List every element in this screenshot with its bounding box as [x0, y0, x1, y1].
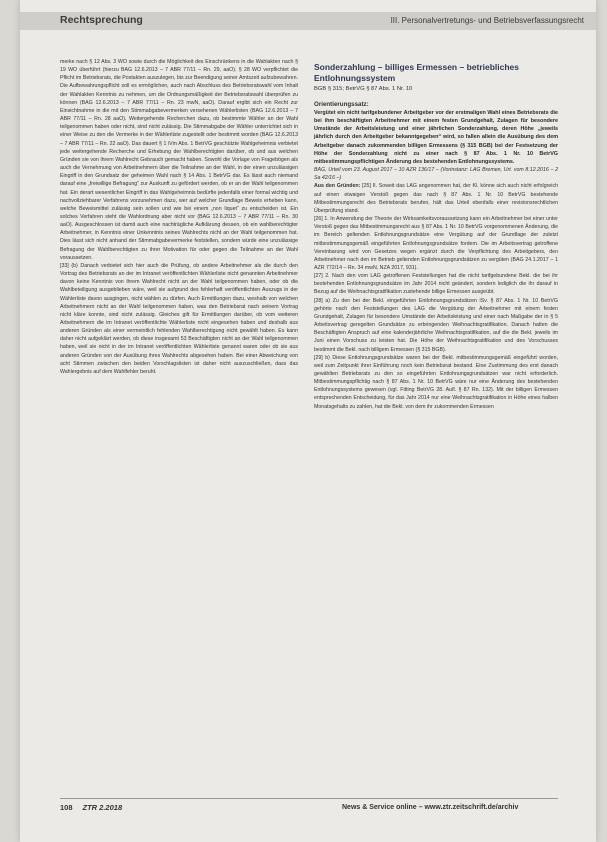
right-column	[314, 62, 558, 411]
footer-left	[60, 803, 122, 812]
body-paragraph: [28] a) Zu den bei der Bekl. eingeführten Entlohnungsgrundsätzen iSv. § 87 Abs. 1 Nr. 10 BetrVG gehörte nach den Feststellungen des LAG die Vergütung der Arbeitnehmer mit einem festen Grundgehalt, Zulagen für besondere Umstände der Arbeitsleistung und einer nach Maßgabe der in § 5 Arbeitsvertrag geregelten Grundsätze zu erbringenden Weihnachtsgratifikation. Danach hatten die Beschäftigten Anspruch auf eine kalenderjährliche Weihnachtsgratifikation, auf die die Bekl. jeweils im Juni einen Vorschuss zu leisten hat. Die Höhe der Weihnachtsgratifikation und des Vorschusses bestimmt die Bekl. nach billigem Ermessen (§ 315 BGB).	[314, 297, 558, 353]
left-column	[60, 58, 298, 376]
page-number: 108	[60, 803, 73, 812]
paragraph-text: [25] II. Soweit das LAG angenommen hat, der Kl. könne sich auch nicht erfolgreich auf einen etwaigen Verstoß gegen das nach § 87 Abs. 1 Nr. 10 BetrVG bestehende Mitbestimmungsrecht des Betriebsrats berufen, hält das Urteil ebenfalls einer revisionsrechtlichen Überprüfung stand.	[314, 183, 559, 214]
orientation-text: Vergütet ein nicht tarifgebundener Arbeitgeber vor der erstmaligen Wahl eines Betriebsrats die bei ihm beschäftigten Arbeitnehmer mit einem festen Grundgehalt, Zulagen für besondere Umstände der Arbeitsleistung und einer jährlichen Sonderzahlung, deren Höhe „jeweils jährlich durch den Arbeitgeber bekanntgegeben“ wird, so fallen allein die Ausübung des dem Arbeitgeber danach zukommenden billigen Ermessens (§ 315 BGB) bei der Festsetzung der Höhe der Sonderzahlung nicht zu einer nach § 87 Abs. 1 Nr. 10 BetrVG mitbestimmungspflichtigen Änderung des bestehenden Entlohnungssystems.	[314, 110, 558, 165]
body-paragraph: [33] (b) Danach verbietet sich hier auch die Prüfung, ob andere Arbeitnehmer als die durch den Vortrag des Betriebsrats an der im Intranet veröffentlichten Wählerliste nicht genannten Arbeitnehmer davon keine Kenntnis von ihrem Wahlrecht nicht an der Wahl teilgenommen haben, oder ob die Wahlbeteiligung ausgeblieben wäre, weil sie aufgrund des fehlerhaft veröffentlichten Auszugs in der Wählerliste davon ausgingen, nicht wählen zu dürfen. Auch Ermittlungen dazu, weshalb von welchen Arbeitnehmern nicht an der Wahl teilgenommen haben, was den Betriebsrat nach seinem Vortrag nicht kläre konnte, sind nicht zulässig. Gleiches gilt für Ermittlungen darüber, ob vom weiteren Arbeitnehmern die im Intranet veröffentlichte Wählerliste nicht eingesehen haben und deshalb aus anderen Gründen als einer vermeintlich fehlenden Wahlberechtigung nicht gewählt haben. Es kann daher nicht aufgeklärt werden, ob diese insgesamt 53 Beschäftigten nicht an der Wahl teilgenommen haben, weil sie nicht in der im Intranet veröffentlichten Wählerliste genannt waren oder ob sie aus anderen Gründen von der Ausübung ihres Wahlrechts abgesehen haben. Bei einer Abweichung von acht Stimmen zwischen den beiden Vorschlagslisten ist daher nicht auszuschließen, dass das Wahlergebnis auf dem Wahlfehler beruht.	[60, 262, 298, 375]
chapter-label: III. Personalvertretungs- und Betriebsverfassungsrecht	[390, 16, 584, 25]
paragraph-lead: Aus den Gründen:	[314, 183, 361, 190]
document-page	[20, 0, 596, 842]
legal-norms: BGB § 315; BetrVG § 87 Abs. 1 Nr. 10	[314, 86, 413, 92]
body-paragraph: [27] 2. Nach den vom LAG getroffenen Feststellungen hat die nicht tarifgebundene Bekl. die bei ihr bestehenden Entlohnungsgrundsätze im Jahr 2014 nicht geändert, sondern lediglich die ihr darauf in Bezug auf die Weihnachtsgratifikation zustehende billige Ermessen ausgeübt.	[314, 273, 558, 296]
body-paragraph: [29] b) Diese Entlohnungsgrundsätze waren bei der Bekl. mitbestimmungsgemäß eingeführt worden, weil zum Zeitpunkt ihrer Einführung noch kein Betriebsrat bestand. Eine Zustimmung des erst danach gewählten Betriebsrats zu den so eingeführten Entlohnungsgrundsätzen war nicht erforderlich. Mitbestimmungspflichtig nach § 87 Abs. 1 Nr. 10 BetrVG wäre nur eine Änderung des bestehenden Entlohnungssystems gewesen (vgl. Fitting BetrVG 28. Aufl. § 87 Rn. 132). Mit der billigen Ermessen entsprechenden Entscheidung, für das Jahr 2014 nur eine Weihnachtsgratifikation in Höhe eines halben Monatsgehalts zu zahlen, hat die Bekl. von dem ihr zukommenden Ermessen	[314, 354, 558, 410]
body-paragraph: [26] 1. In Anwendung der Theorie der Wirksamkeitsvoraussetzung kann ein Arbeitnehmer bei einer unter Verstoß gegen das Mitbestimmungsrecht aus § 87 Abs. 1 Nr. 10 BetrVG vorgenommenen Änderung, die im Bereich geltenden Entlohnungsgrundsätze eine Vergütung auf der Grundlage der zuletzt mitbestimmungsgemäß eingeführten Entlohnungsgrundsätze fordern. Die im Arbeitsvertrag getroffene Vereinbarung wird von Gesetzes wegen ergänzt durch die Verpflichtung des Arbeitgebers, den Arbeitnehmer nach den im Betrieb geltenden Entlohnungsgrundsätzen zu vergüten (BAG 24.1.2017 – 1 AZR 772/14 – Rn. 34 mwN, NZA 2017, 931).	[314, 216, 558, 271]
decision-title: Sonderzahlung – billiges Ermessen – betriebliches Entlohnungssystem	[314, 62, 520, 83]
body-paragraph	[314, 182, 558, 215]
footer-service-link: News & Service online – www.ztr.zeitschrift.de/archiv	[342, 804, 519, 811]
orientation-heading: Orientierungssatz:	[314, 101, 369, 108]
decision-citation: BAG, Urteil vom 23. August 2017 – 10 AZR 136/17 – (Vorinstanz: LAG Bremen, Urt. vom 8.12.2016 – 2 Sa 42/16 –)	[314, 167, 558, 182]
running-header	[20, 12, 596, 30]
footer-divider	[60, 798, 558, 799]
section-label: Rechtsprechung	[60, 14, 143, 26]
body-paragraph: merke nach § 12 Abs. 3 WO sowie durch die Möglichkeit des Einschränkens in die Wahlakten nach § 19 WO überführt (hierzu BAG 12.6.2013 – 7 ABR 77/11 – Rn. 29, aaO). § 28 WO verpflichtet die Pflicht im Betriebsrats, die Postakten auszulegen, bis zur Beendigung seiner Amtszeit aufzubewahren. Die Aufbewahrungspflicht soll es ermöglichen, auch nach Abschluss des Betriebsratswahl vom Inhalt der Wahlakten Kenntnis zu nehmen, um die Ordnungsmäßigkeit der Betriebsratswahl überprüfen zu können (BAG 12.6.2013 – 7 ABR 77/11 – Rn. 23 mwN, aaO). Darauf ergibt sich ein Recht zur Einsichtnahme in die mit den Stimmabgabevermerken versehenen Wählerlisten (BAG 12.6.2013 – 7 ABR 77/11 – Rn. 28 aaO). Weitergehende Recherchen dazu, ob bestimmte Wähler an der Wahl teilgenommen haben oder nicht, sind nicht zulässig. Die Stimmabgabe der Wähler unterrichtet sich in einer Weise zu den die Vermerke in der Wählerliste zugestellt oder bestimmt worden (BAG 12.6.2013 – 7 ABR 77/11 – Rn. 22 aaO). Das dauert § 1 iVm Abs. 1 BetrVG geschützte Wahlgeheimnis verbietet jede weitergehende Recherche und Erhebung der Wahlberechtigten darüber, ob und aus welchen Gründen sie von ihrem Wahlrecht Gebrauch gemacht haben. Sowohl die Vorlage von Fragebögen als auch die Vernehmung von Arbeitnehmern über die Teilnahme an der Wahl, in der einen unzulässigen Eingriff in den Grundsatz der geheimen Wahl nach § 14 Abs. 1 BetrVG dar. Es lässt auch niemand darauf eine „freiwillige Befragung“ zur Auskunft zu gefördert werden, ob er an der Wahl teilgenommen hat. Ein derart wesentlicher Eingriff in das Wahlgeheimnis bedürfte jedenfalls einer formal wichtig und nachvollziehbarer Verfahrens vorzunehmen dazu, wer auf welcher Grundlage Beweis erheben kann, welche Beweismittel zulässig sein sollen und wie bei einem „non liquet“ zu entscheiden ist. Ein solches Verfahren steht die Wahlordnung aber nicht vor (BAG 12.6.2013 – 7 ABR 77/11 – Rn. 30 aaO). Ausgeschlossen ist damit auch eine nachträgliche Aufklärung dessen, ob ein wahlberechtigter Arbeitnehmer, in Kenntnis einer Unkenntnis seines Wahlrechts nicht an der Wahl teilgenommen hat. Dies lässt sich nicht anhand der Stimmabgabevermerke feststellen, sondern würde eine unzulässige Befragung der Wahlberechtigten zu ihrer Motivation für oder gegen die Teilnahme an der Wahl voraussetzen.	[60, 59, 298, 261]
magazine-issue: ZTR 2.2018	[82, 803, 123, 812]
